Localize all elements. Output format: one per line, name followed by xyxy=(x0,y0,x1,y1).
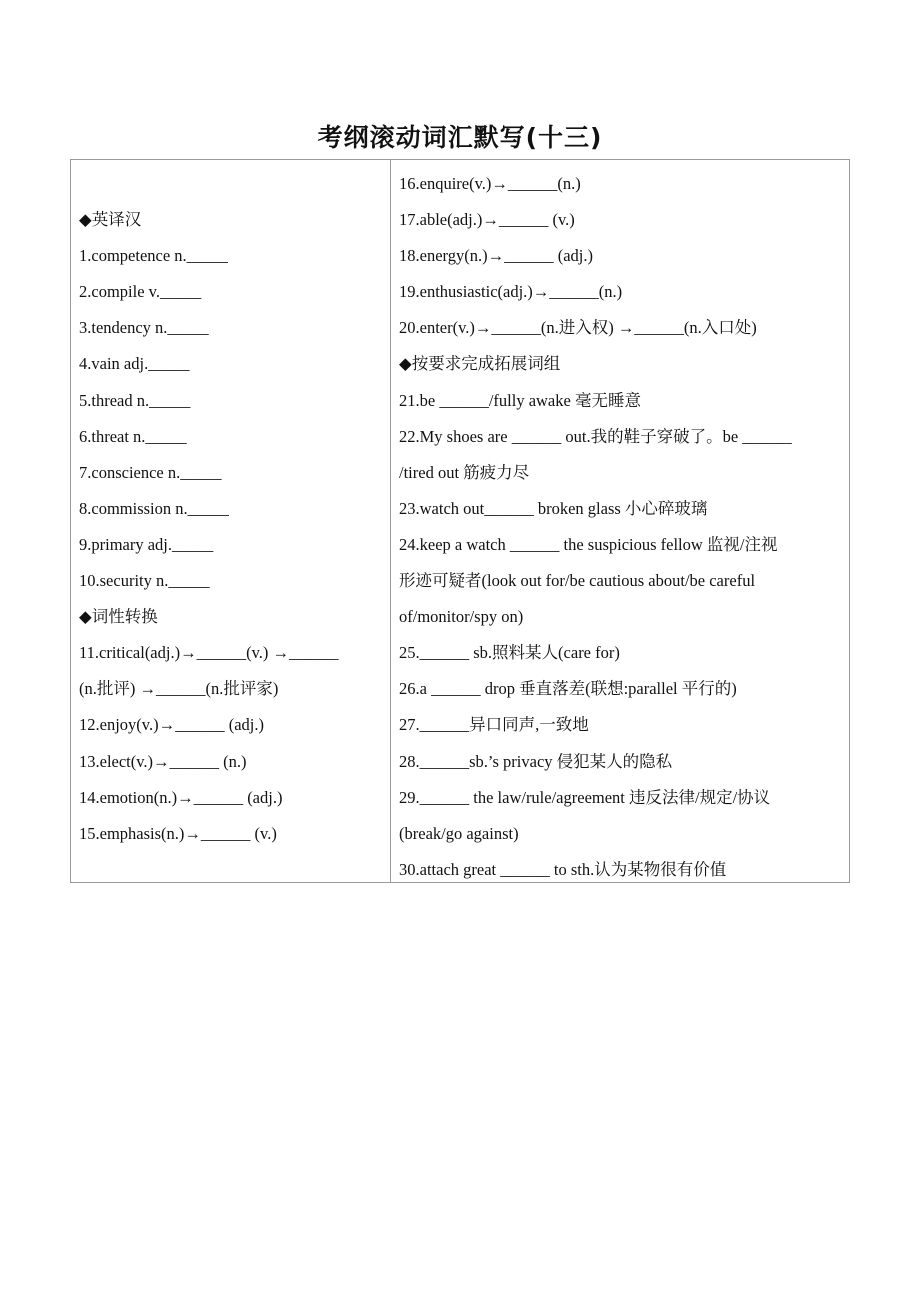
item-21: 21.be ______/fully awake 毫无睡意 xyxy=(399,390,641,410)
item-11-continued: (n.批评) →______(n.批评家) xyxy=(79,679,279,699)
right-column xyxy=(391,160,849,882)
item-3: 3.tendency n._____ xyxy=(79,318,209,338)
item-17: 17.able(adj.)→______ (v.) xyxy=(399,210,575,230)
item-20: 20.enter(v.)→______(n.进入权) →______(n.入口处) xyxy=(399,318,757,338)
item-30: 30.attach great ______ to sth.认为某物很有价值 xyxy=(399,859,727,879)
item-6: 6.threat n._____ xyxy=(79,426,187,446)
left-column-spacer xyxy=(79,166,384,202)
item-7: 7.conscience n._____ xyxy=(79,462,222,482)
item-8: 8.commission n._____ xyxy=(79,498,229,518)
item-24-continued: 形迹可疑者(look out for/be cautious about/be careful xyxy=(399,571,756,591)
item-16: 16.enquire(v.)→______(n.) xyxy=(399,174,581,193)
page-title: 考纲滚动词汇默写(十三) xyxy=(317,123,603,152)
item-4: 4.vain adj._____ xyxy=(79,354,190,374)
vocabulary-table xyxy=(70,159,850,883)
item-28: 28.______sb.’s privacy 侵犯某人的隐私 xyxy=(399,751,673,771)
item-24: 24.keep a watch ______ the suspicious fellow 监视/注视 xyxy=(399,534,778,554)
section-heading-en-zh: ◆英译汉 xyxy=(79,210,142,230)
item-14: 14.emotion(n.)→______ (adj.) xyxy=(79,787,283,807)
item-29: 29.______ the law/rule/agreement 违反法律/规定/协议 xyxy=(399,787,771,807)
item-22-continued: /tired out 筋疲力尽 xyxy=(399,462,530,482)
left-column xyxy=(71,160,391,882)
item-1: 1.competence n._____ xyxy=(79,246,228,266)
item-2: 2.compile v._____ xyxy=(79,282,202,302)
item-15: 15.emphasis(n.)→______ (v.) xyxy=(79,823,277,843)
item-13: 13.elect(v.)→______ (n.) xyxy=(79,751,247,771)
item-19: 19.enthusiastic(adj.)→______(n.) xyxy=(399,282,623,302)
item-11: 11.critical(adj.)→______(v.) →______ xyxy=(79,643,339,663)
item-5: 5.thread n._____ xyxy=(79,390,191,410)
item-24-continued-2: of/monitor/spy on) xyxy=(399,607,524,627)
item-26: 26.a ______ drop 垂直落差(联想:parallel 平行的) xyxy=(399,679,737,699)
item-29-continued: (break/go against) xyxy=(399,823,519,843)
item-27: 27.______异口同声,一致地 xyxy=(399,715,589,735)
item-18: 18.energy(n.)→______ (adj.) xyxy=(399,246,593,266)
item-22: 22.My shoes are ______ out.我的鞋子穿破了。be ______ xyxy=(399,426,792,446)
section-heading-phrases: ◆按要求完成拓展词组 xyxy=(399,354,561,374)
section-heading-pos: ◆词性转换 xyxy=(79,607,158,627)
item-12: 12.enjoy(v.)→______ (adj.) xyxy=(79,715,264,735)
item-25: 25.______ sb.照料某人(care for) xyxy=(399,643,620,663)
item-23: 23.watch out______ broken glass 小心碎玻璃 xyxy=(399,498,708,518)
item-10: 10.security n._____ xyxy=(79,571,210,591)
item-9: 9.primary adj._____ xyxy=(79,534,214,554)
